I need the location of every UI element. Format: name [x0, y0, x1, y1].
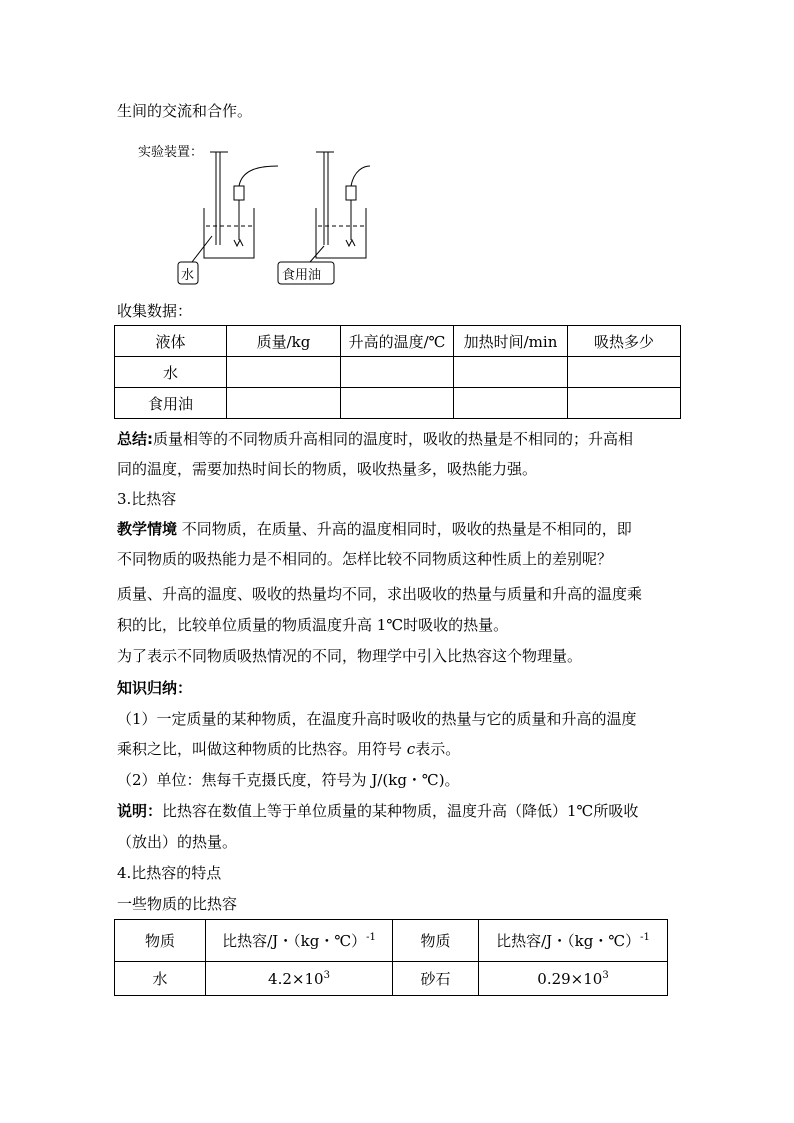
table-cell [341, 357, 454, 388]
table-cell [454, 388, 568, 419]
table-cell [568, 357, 681, 388]
table-cell: 砂石 [393, 962, 479, 996]
table-cell: 水 [115, 357, 227, 388]
header-cell: 液体 [115, 326, 227, 357]
summary-text-1: 质量相等的不同物质升高相同的温度时，吸收的热量是不相同的；升高相 [153, 430, 634, 448]
table-cell [454, 357, 568, 388]
knowledge-1-line-1: （1）一定质量的某种物质，在温度升高时吸收的热量与它的质量和升高的温度 [117, 710, 637, 728]
header-cell: 吸热多少 [568, 326, 681, 357]
paragraph-1-line-1: 质量、升高的温度、吸收的热量均不同，求出吸收的热量与质量和升高的温度乘 [117, 585, 643, 603]
data-table [114, 325, 681, 419]
header-cell: 加热时间/min [454, 326, 568, 357]
header-cell: 物质 [115, 920, 206, 962]
section-3-heading: 3.比热容 [117, 490, 177, 508]
table-cell [227, 388, 341, 419]
symbol-c: c [406, 740, 416, 758]
table-cell: 食用油 [115, 388, 227, 419]
specific-heat-table [114, 919, 668, 996]
summary-line-1 [117, 429, 633, 449]
teaching-line-1 [117, 519, 632, 539]
beaker-left [178, 152, 278, 284]
collect-label: 收集数据： [117, 302, 193, 320]
apparatus-illustration [130, 140, 370, 290]
knowledge-2: （2）单位：焦每千克摄氏度，符号为 J/(kg・℃)。 [117, 771, 460, 789]
note-line-2: （放出）的热量。 [117, 833, 238, 851]
header-cell: 升高的温度/℃ [341, 326, 454, 357]
paragraph-2: 为了表示不同物质吸热情况的不同，物理学中引入比热容这个物理量。 [117, 647, 583, 665]
table-cell: $0.29\times 10^3$ [479, 962, 668, 996]
paragraph-1-line-2: 积的比，比较单位质量的物质温度升高 1℃时吸收的热量。 [117, 616, 509, 634]
table-2-caption: 一些物质的比热容 [117, 895, 238, 913]
knowledge-1-line-2: 乘积之比，叫做这种物质的比热容。用符号 c表示。 [117, 740, 461, 758]
table-cell: 水 [115, 962, 206, 996]
table-cell [568, 388, 681, 419]
table-cell [341, 388, 454, 419]
teaching-text-1: 不同物质，在质量、升高的温度相同时，吸收的热量是不相同的，即 [177, 520, 632, 538]
teaching-label: 教学情境 [117, 520, 178, 538]
beaker-right [278, 152, 370, 284]
table-row [115, 962, 668, 996]
section-4-heading: 4.比热容的特点 [117, 864, 222, 882]
table-cell [227, 357, 341, 388]
apparatus-diagram [130, 140, 370, 294]
label-water: 水 [181, 268, 195, 283]
apparatus-title: 实验装置： [138, 145, 204, 160]
table-header-row [115, 326, 681, 357]
knowledge-label: 知识归纳： [117, 679, 193, 697]
table-cell: $4.2\times 10^3$ [206, 962, 393, 996]
table-row [115, 388, 681, 419]
summary-line-2: 同的温度，需要加热时间长的物质，吸收热量多，吸热能力强。 [117, 460, 538, 478]
note-line-1: 说明：比热容在数值上等于单位质量的某种物质，温度升高（降低）1℃所吸收 [117, 802, 639, 820]
header-cell: 物质 [393, 920, 479, 962]
header-cell: 比热容/J・（kg・℃）$^{-1}$ [479, 920, 668, 962]
note-label: 说明： [117, 802, 163, 820]
teaching-line-2: 不同物质的吸热能力是不相同的。怎样比较不同物质这种性质上的差别呢？ [117, 550, 613, 568]
intro-tail: 生间的交流和合作。 [117, 102, 253, 120]
summary-label: 总结: [117, 430, 153, 448]
header-cell: 比热容/J・（kg・℃）$^{-1}$ [206, 920, 393, 962]
header-cell: 质量/kg [227, 326, 341, 357]
label-oil: 食用油 [282, 268, 322, 283]
table-header-row [115, 920, 668, 962]
table-row [115, 357, 681, 388]
